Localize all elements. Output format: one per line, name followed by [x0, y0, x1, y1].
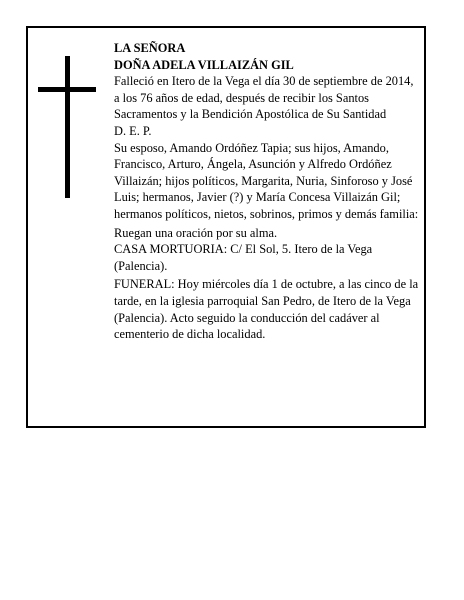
- cross-icon: [38, 56, 96, 198]
- family-list: Su esposo, Amando Ordóñez Tapia; sus hijos, Amando, Francisco, Arturo, Ángela, Asunción y Alfredo Ordóñez Villaizán; hijos políticos, Margarita, Nuria, Sinforoso y José Luis; hermanos, Javier (?) y María Concesa Villaizán Gil; hermanos políticos, nietos, sobrinos, primos y demás familia:: [114, 140, 419, 221]
- notice-text: [114, 40, 420, 343]
- notice-title-line1: LA SEÑORA: [114, 41, 186, 55]
- death-info: Falleció en Itero de la Vega el día 30 de septiembre de 2014, a los 76 años de edad, después de recibir los Santos Sacramentos y la Bendición Apostólica de Su Santidad: [114, 74, 414, 122]
- rip-line: D. E. P.: [114, 123, 152, 138]
- cross-horizontal-bar: [38, 87, 96, 92]
- cross-vertical-bar: [65, 56, 70, 198]
- deceased-name: DOÑA ADELA VILLAIZÁN GIL: [114, 57, 294, 72]
- obituary-notice: [26, 26, 426, 428]
- prayer-request: Ruegan una oración por su alma.: [114, 225, 278, 240]
- funeral-home: CASA MORTUORIA: C/ El Sol, 5. Itero de la Vega (Palencia).: [114, 242, 373, 273]
- funeral-details: FUNERAL: Hoy miércoles día 1 de octubre, a las cinco de la tarde, en la iglesia parroquial San Pedro, de Itero de la Vega (Palencia). Acto seguido la conducción del cadáver al cementerio de dicha localidad.: [114, 277, 419, 342]
